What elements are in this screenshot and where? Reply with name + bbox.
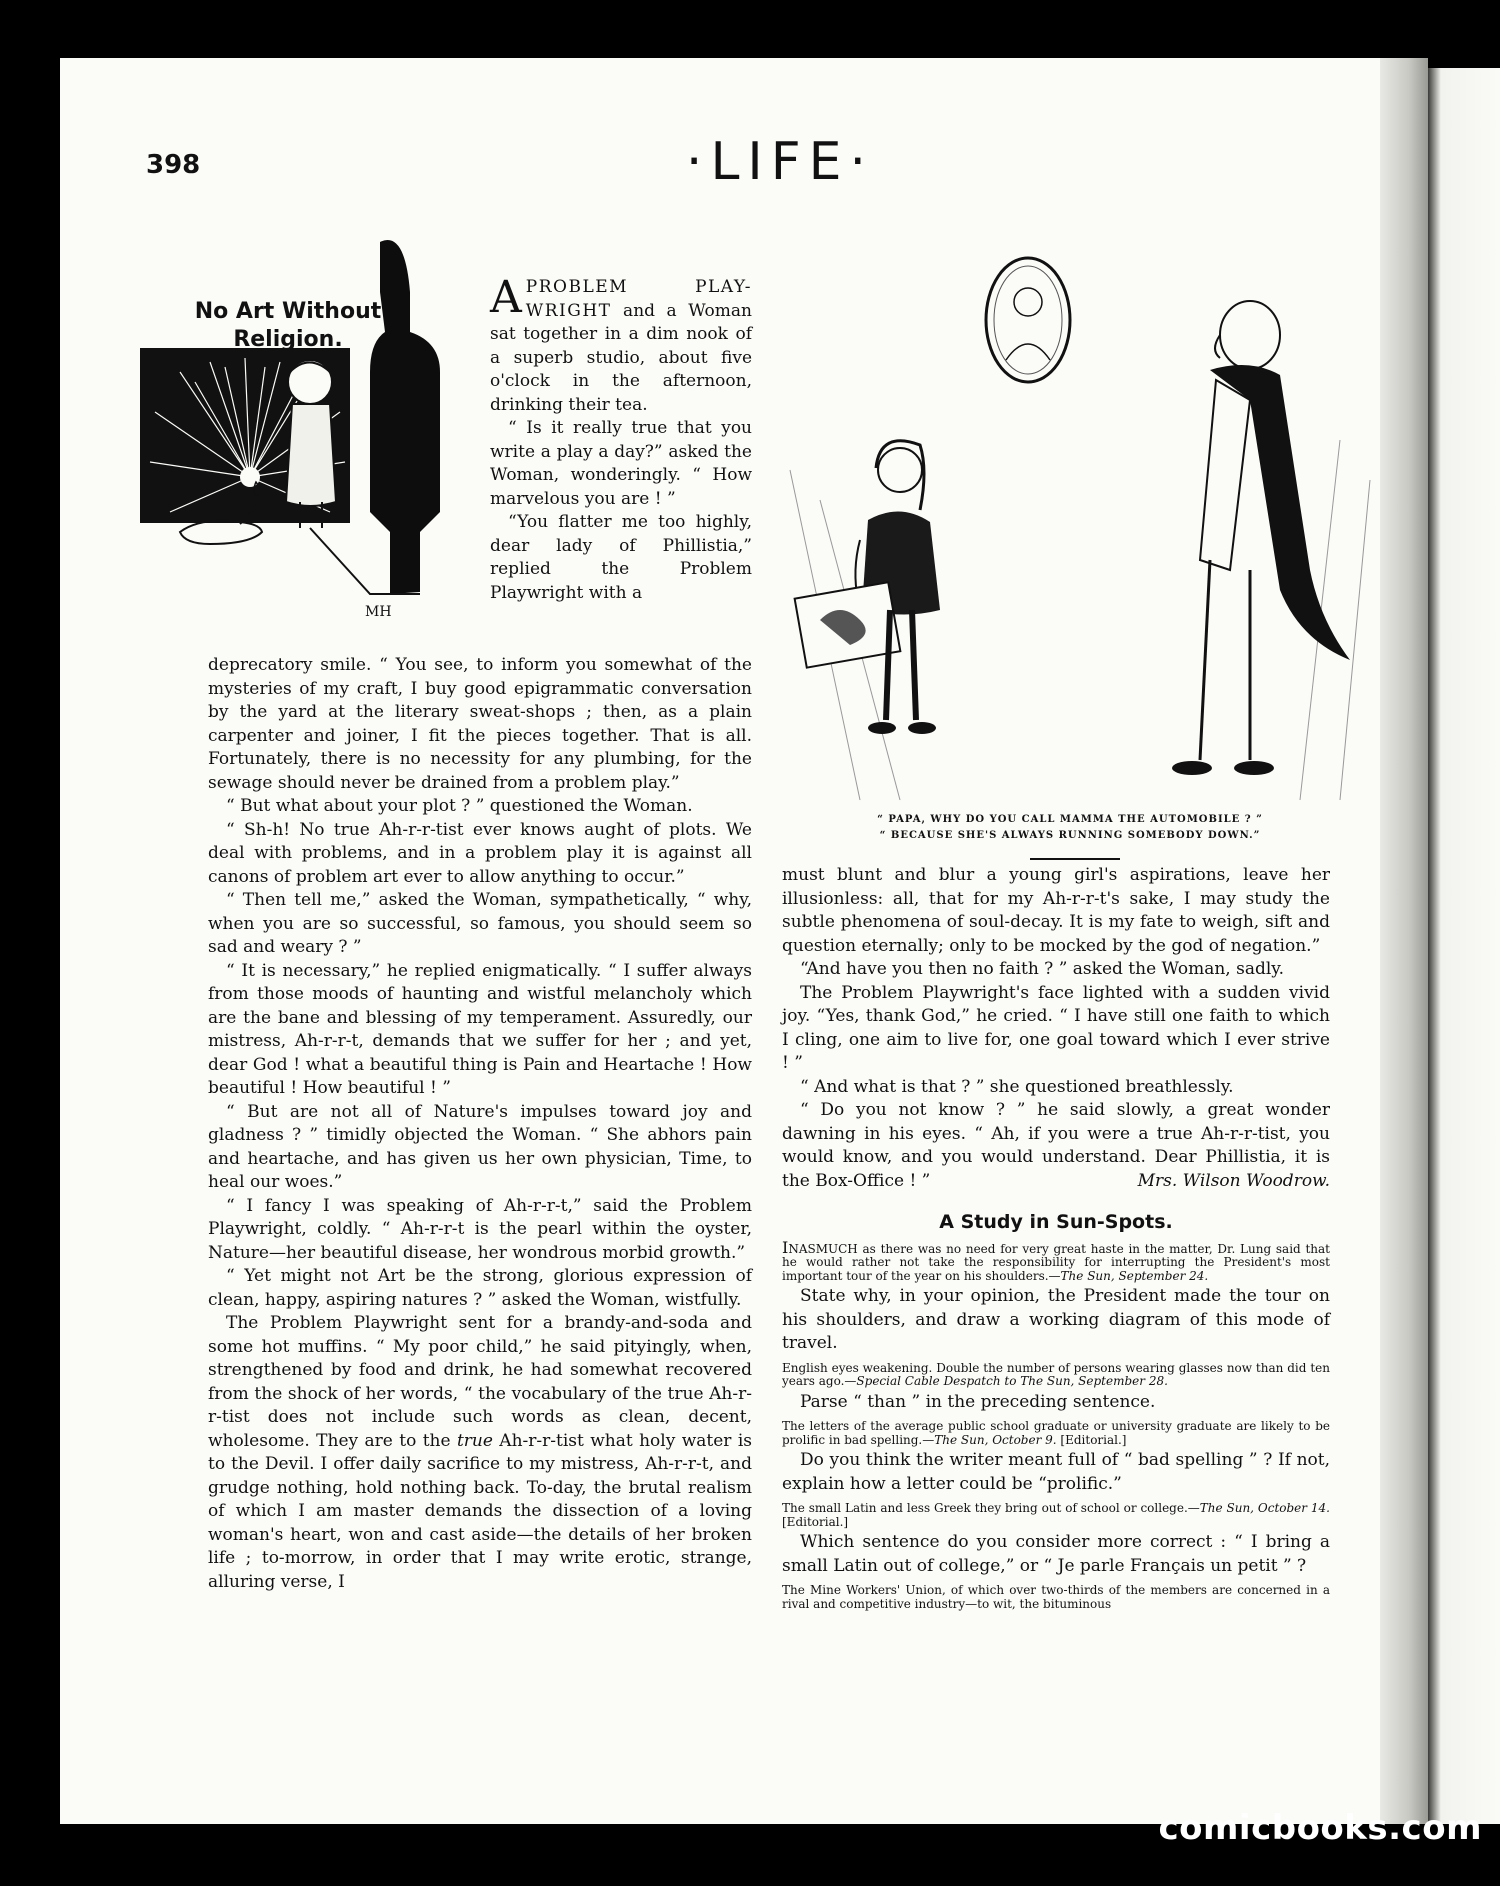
- lamp-shrine-illustration: [140, 232, 485, 662]
- headline-line-2: Religion.: [233, 327, 343, 352]
- paragraph: The Problem Playwright sent for a brandy-and-soda and some hot muffins. “ My poor child,” he said pityingly, when, strengthened by food and drink, he had somewhat recovered from the shock of her words, “ the vocabulary of the true Ah-r-r-tist does not include such words as clean, decent, wholesome. They are to the true Ah-r-r-tist what holy water is to the Devil. I offer daily sacrifice to my mistress, Ah-r-r-t, and grudge nothing, hold nothing back. To-day, the brutal realism of which I am master demands the dissection of a loving woman's heart, won and cast aside—the details of her broken life ; to-morrow, in order that I may write erotic, strange, alluring verse, I: [208, 1313, 752, 1592]
- question-text: Do you think the writer meant full of “ bad spelling ” ? If not, explain how a letter could be “prolific.”: [782, 1450, 1330, 1494]
- caption-line-1: “ PAPA, WHY DO YOU CALL MAMMA THE AUTOMOBILE ? ”: [877, 814, 1263, 825]
- cartoon-caption: [800, 812, 1340, 844]
- opening-caps: PROBLEM PLAY-WRIGHT: [525, 277, 752, 321]
- illustration-initials: MH: [365, 604, 392, 620]
- question-text: Which sentence do you consider more correct : “ I bring a small Latin out of college,” or “ Je parle Français un petit ” ?: [782, 1532, 1330, 1576]
- paragraph: “ Is it really true that you write a play a day?” asked the Woman, wonderingly. “ How marvelous you are ! ”: [490, 418, 752, 509]
- paragraph: “ But are not all of Nature's impulses toward joy and gladness ? ” timidly objected the Woman. “ She abhors pain and heartache, and has given us her own physician, Time, to heal our woes.”: [208, 1101, 752, 1192]
- question-text: Parse “ than ” in the preceding sentence.: [800, 1391, 1156, 1412]
- paragraph: “ Yet might not Art be the strong, glorious expression of clean, happy, aspiring natures ? ” asked the Woman, wistfully.: [208, 1266, 752, 1310]
- story-right-column: [782, 864, 1330, 1611]
- author-signature: Mrs. Wilson Woodrow.: [1137, 1170, 1330, 1191]
- facing-page-edge: [1428, 68, 1500, 1824]
- quoted-item: English eyes weakening. Double the number of persons wearing glasses now than did ten years ago.—Special Cable Despatch to The Sun, September 28.: [782, 1360, 1330, 1388]
- story-opening: [490, 272, 752, 605]
- paragraph: “ And what is that ? ” she questioned breathlessly.: [800, 1076, 1234, 1097]
- section-rule: [1030, 858, 1120, 860]
- automobile-cartoon: [780, 240, 1380, 820]
- paragraph: “ It is necessary,” he replied enigmatically. “ I suffer always from those moods of haunting and wistful melancholy which are the bane and blessing of my temperament. Assuredly, our mistress, Ah-r-r-t, demands that we suffer for her ; and yet, dear God ! what a beautiful thing is Pain and Heartache ! How beautiful ! How beautiful ! ”: [208, 960, 752, 1098]
- quoted-item: The small Latin and less Greek they bring out of school or college.—The Sun, October 14. [Editorial.]: [782, 1501, 1330, 1529]
- opening-text: and a Woman sat together in a dim nook of a superb studio, about five o'clock in the afternoon, drinking their tea.: [490, 300, 752, 415]
- story-headline: [158, 298, 418, 354]
- paragraph: “And have you then no faith ? ” asked the Woman, sadly.: [800, 959, 1285, 979]
- quoted-item: The Mine Workers' Union, of which over two-thirds of the members are concerned in a rival and competitive industry—to wit, the bituminous: [782, 1583, 1330, 1611]
- headline-line-1: No Art Without: [194, 299, 382, 324]
- paragraph: The Problem Playwright's face lighted with a sudden vivid joy. “Yes, thank God,” he cried. “ I have still one faith to which I cling, one aim to live for, one goal toward which I ever strive ! ”: [782, 982, 1330, 1073]
- paragraph: deprecatory smile. “ You see, to inform you somewhat of the mysteries of my craft, I buy good epigrammatic conversation by the yard at the literary sweat-shops ; then, as a plain carpenter and joiner, I fit the pieces together. That is all. Fortunately, there is no necessity for any plumbing, for the sewage should never be drained from a problem play.”: [208, 655, 752, 793]
- paragraph: “ I fancy I was speaking of Ah-r-r-t,” said the Problem Playwright, coldly. “ Ah-r-r-t is the pearl within the oyster, Nature—her beautiful disease, her wondrous morbid growth.”: [208, 1195, 752, 1263]
- watermark: comicbooks.com: [1158, 1808, 1482, 1848]
- masthead-title: ·LIFE·: [685, 132, 875, 192]
- drop-cap: A: [490, 272, 522, 323]
- paragraph: “ Sh-h! No true Ah-r-r-tist ever knows aught of plots. We deal with problems, and in a problem play it is against all canons of problem art ever to allow anything to occur.”: [208, 819, 752, 887]
- story-left-column: [208, 654, 752, 1594]
- paragraph: “You flatter me too highly, dear lady of Phillistia,” replied the Problem Playwright with a: [490, 512, 752, 603]
- quoted-item: The letters of the average public school graduate or university graduate are likely to be prolific in bad spelling.—The Sun, October 9. [Editorial.]: [782, 1419, 1330, 1447]
- paragraph: “ Then tell me,” asked the Woman, sympathetically, “ why, when you are so successful, so famous, you should seem so sad and weary ? ”: [208, 890, 752, 957]
- sunspots-title: A Study in Sun-Spots.: [939, 1211, 1173, 1233]
- paragraph: “ Do you not know ? ” he said slowly, a great wonder dawning in his eyes. “ Ah, if you were a true Ah-r-r-tist, you would know, and you would understand. Dear Phillistia, it is the Box-Office ! ” Mrs. Wilson Woodrow.: [782, 1099, 1330, 1193]
- page-spine: [1380, 58, 1428, 1824]
- quoted-item: INASMUCH as there was no need for very great haste in the matter, Dr. Lung said that he would rather not take the responsibility for interrupting the President's most important tour of the year on his shoulders.—The Sun, September 24.: [782, 1237, 1330, 1283]
- paragraph: must blunt and blur a young girl's aspirations, leave her illusionless: all, that for my Ah-r-r-t's sake, I may study the subtle phenomena of soul-decay. It is my fate to weigh, sift and question eternally; only to be mocked by the god of negation.”: [782, 865, 1330, 956]
- paragraph: “ But what about your plot ? ” questioned the Woman.: [226, 796, 693, 816]
- caption-line-2: “ BECAUSE SHE'S ALWAYS RUNNING SOMEBODY DOWN.”: [879, 830, 1261, 841]
- question-text: State why, in your opinion, the President made the tour on his shoulders, and draw a working diagram of this mode of travel.: [782, 1286, 1330, 1353]
- page-number: 398: [146, 150, 201, 180]
